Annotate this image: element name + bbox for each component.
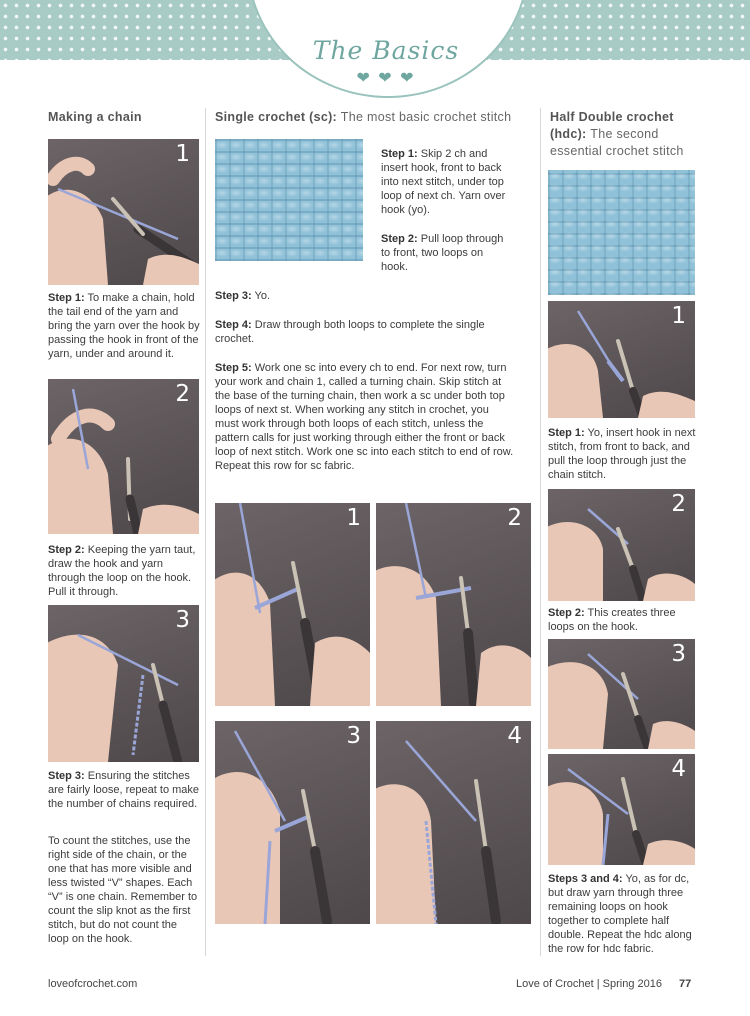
step-text: Draw through both loops to complete the single crochet. <box>215 319 485 345</box>
chain-heading: Making a chain <box>48 110 142 124</box>
hearts-icon: ❤ ❤ ❤ <box>356 70 416 87</box>
step-text: Work one sc into every ch to end. For next row, turn your work and chain 1, called a turning chain. Skip stitch at the base of the turning chain, then work a sc under both top loops of next st. When working any stitch in crochet, you must work through both loops of each stitch, unless the pattern calls for just working through either the front or back loop of next stitch. Work one sc into each stitch to end of row. Repeat this row for sc fabric. <box>215 362 514 472</box>
chain-step3-photo <box>48 605 199 762</box>
step-text: Skip 2 ch and insert hook, front to back into next stitch, under top loop of next ch. Yarn over hook (yo). <box>381 148 506 216</box>
step-label: Step 2: <box>548 607 585 619</box>
step-label: Step 1: <box>548 427 585 439</box>
chain-note: To count the stitches, use the right side of the chain, or the one that has more visible and less twisted “V” shapes. Each “V” is one chain. Remember to count the slip knot as the first stitch, but do not count the loop on the hook. <box>48 835 198 945</box>
chain-step2-text <box>48 543 200 599</box>
step-text: Ensuring the stitches are fairly loose, repeat to make the number of chains required. <box>48 770 200 810</box>
step-text: Yo, insert hook in next stitch, from front to back, and pull the loop through just the chain stitch. <box>548 427 696 481</box>
photo-number: 1 <box>175 141 190 167</box>
sc-heading <box>215 109 535 126</box>
sc-step4-text <box>215 318 515 346</box>
step-label: Step 2: <box>381 233 418 245</box>
sc-step1-photo <box>215 503 370 706</box>
hdc-step1-text <box>548 426 698 482</box>
sc-step1-text <box>381 147 511 217</box>
hdc-heading-light: The second essential crochet stitch <box>550 127 684 158</box>
sc-heading-bold: Single crochet (sc): <box>215 110 337 124</box>
sc-step2-text <box>381 232 511 274</box>
step-text: This creates three loops on the hook. <box>548 607 676 633</box>
step-label: Step 1: <box>48 292 85 304</box>
step-text: Keeping the yarn taut, draw the hook and yarn through the loop on the hook. Pull it through. <box>48 544 196 598</box>
photo-number: 2 <box>507 505 522 531</box>
hdc-heading-bold: Half Double crochet (hdc): <box>550 110 674 141</box>
hdc-step1-photo <box>548 301 695 418</box>
chain-step3-text <box>48 769 200 811</box>
sc-step3-text <box>215 289 515 303</box>
hdc-heading <box>550 109 710 160</box>
step-text: Pull loop through to front, two loops on hook. <box>381 233 504 273</box>
page-title: The Basics <box>312 36 460 65</box>
hdc-step4-photo <box>548 754 695 865</box>
photo-number: 1 <box>671 303 686 329</box>
hdc-step2-text <box>548 606 698 634</box>
chain-step1-photo <box>48 139 199 285</box>
hdc-step3-photo <box>548 639 695 749</box>
step-label: Step 1: <box>381 148 418 160</box>
sc-step4-photo <box>376 721 531 924</box>
step-label: Step 4: <box>215 319 252 331</box>
photo-number: 4 <box>671 756 686 782</box>
page-number: 77 <box>679 978 692 990</box>
photo-number: 2 <box>175 381 190 407</box>
sc-step3-photo <box>215 721 370 924</box>
photo-number: 2 <box>671 491 686 517</box>
step-label: Step 5: <box>215 362 252 374</box>
step-label: Step 3: <box>215 290 252 302</box>
hand-illustration <box>215 503 370 706</box>
footer-website: loveofcrochet.com <box>48 978 138 990</box>
chain-step2-photo <box>48 379 199 534</box>
hdc-step34-text <box>548 872 698 956</box>
step-text: Yo. <box>254 290 271 302</box>
column-divider <box>540 108 541 956</box>
photo-number: 4 <box>507 723 522 749</box>
hdc-step2-photo <box>548 489 695 601</box>
step-text: Yo, as for dc, but draw yarn through three remaining loops on hook together to complete half double. Repeat the hdc along the row for hdc fabric. <box>548 873 692 955</box>
hand-illustration <box>215 721 370 924</box>
column-divider <box>205 108 206 956</box>
photo-number: 3 <box>346 723 361 749</box>
sc-step5-text <box>215 361 515 473</box>
step-label: Steps 3 and 4: <box>548 873 623 885</box>
photo-number: 3 <box>175 607 190 633</box>
issue-name: Spring 2016 <box>602 978 662 990</box>
chain-step1-text <box>48 291 200 361</box>
sc-step2-photo <box>376 503 531 706</box>
sc-fabric-swatch <box>215 139 363 261</box>
hdc-fabric-swatch <box>548 170 695 295</box>
step-label: Step 2: <box>48 544 85 556</box>
step-text: To make a chain, hold the tail end of the yarn and bring the yarn over the hook by passing the hook in front of the yarn, under and around it. <box>48 292 200 360</box>
hand-illustration <box>376 721 531 924</box>
sc-heading-light: The most basic crochet stitch <box>340 110 512 124</box>
magazine-name: Love of Crochet <box>516 978 594 990</box>
photo-number: 3 <box>671 641 686 667</box>
step-label: Step 3: <box>48 770 85 782</box>
hand-illustration <box>376 503 531 706</box>
footer-credit: Love of Crochet | Spring 2016 77 <box>516 978 692 990</box>
photo-number: 1 <box>346 505 361 531</box>
